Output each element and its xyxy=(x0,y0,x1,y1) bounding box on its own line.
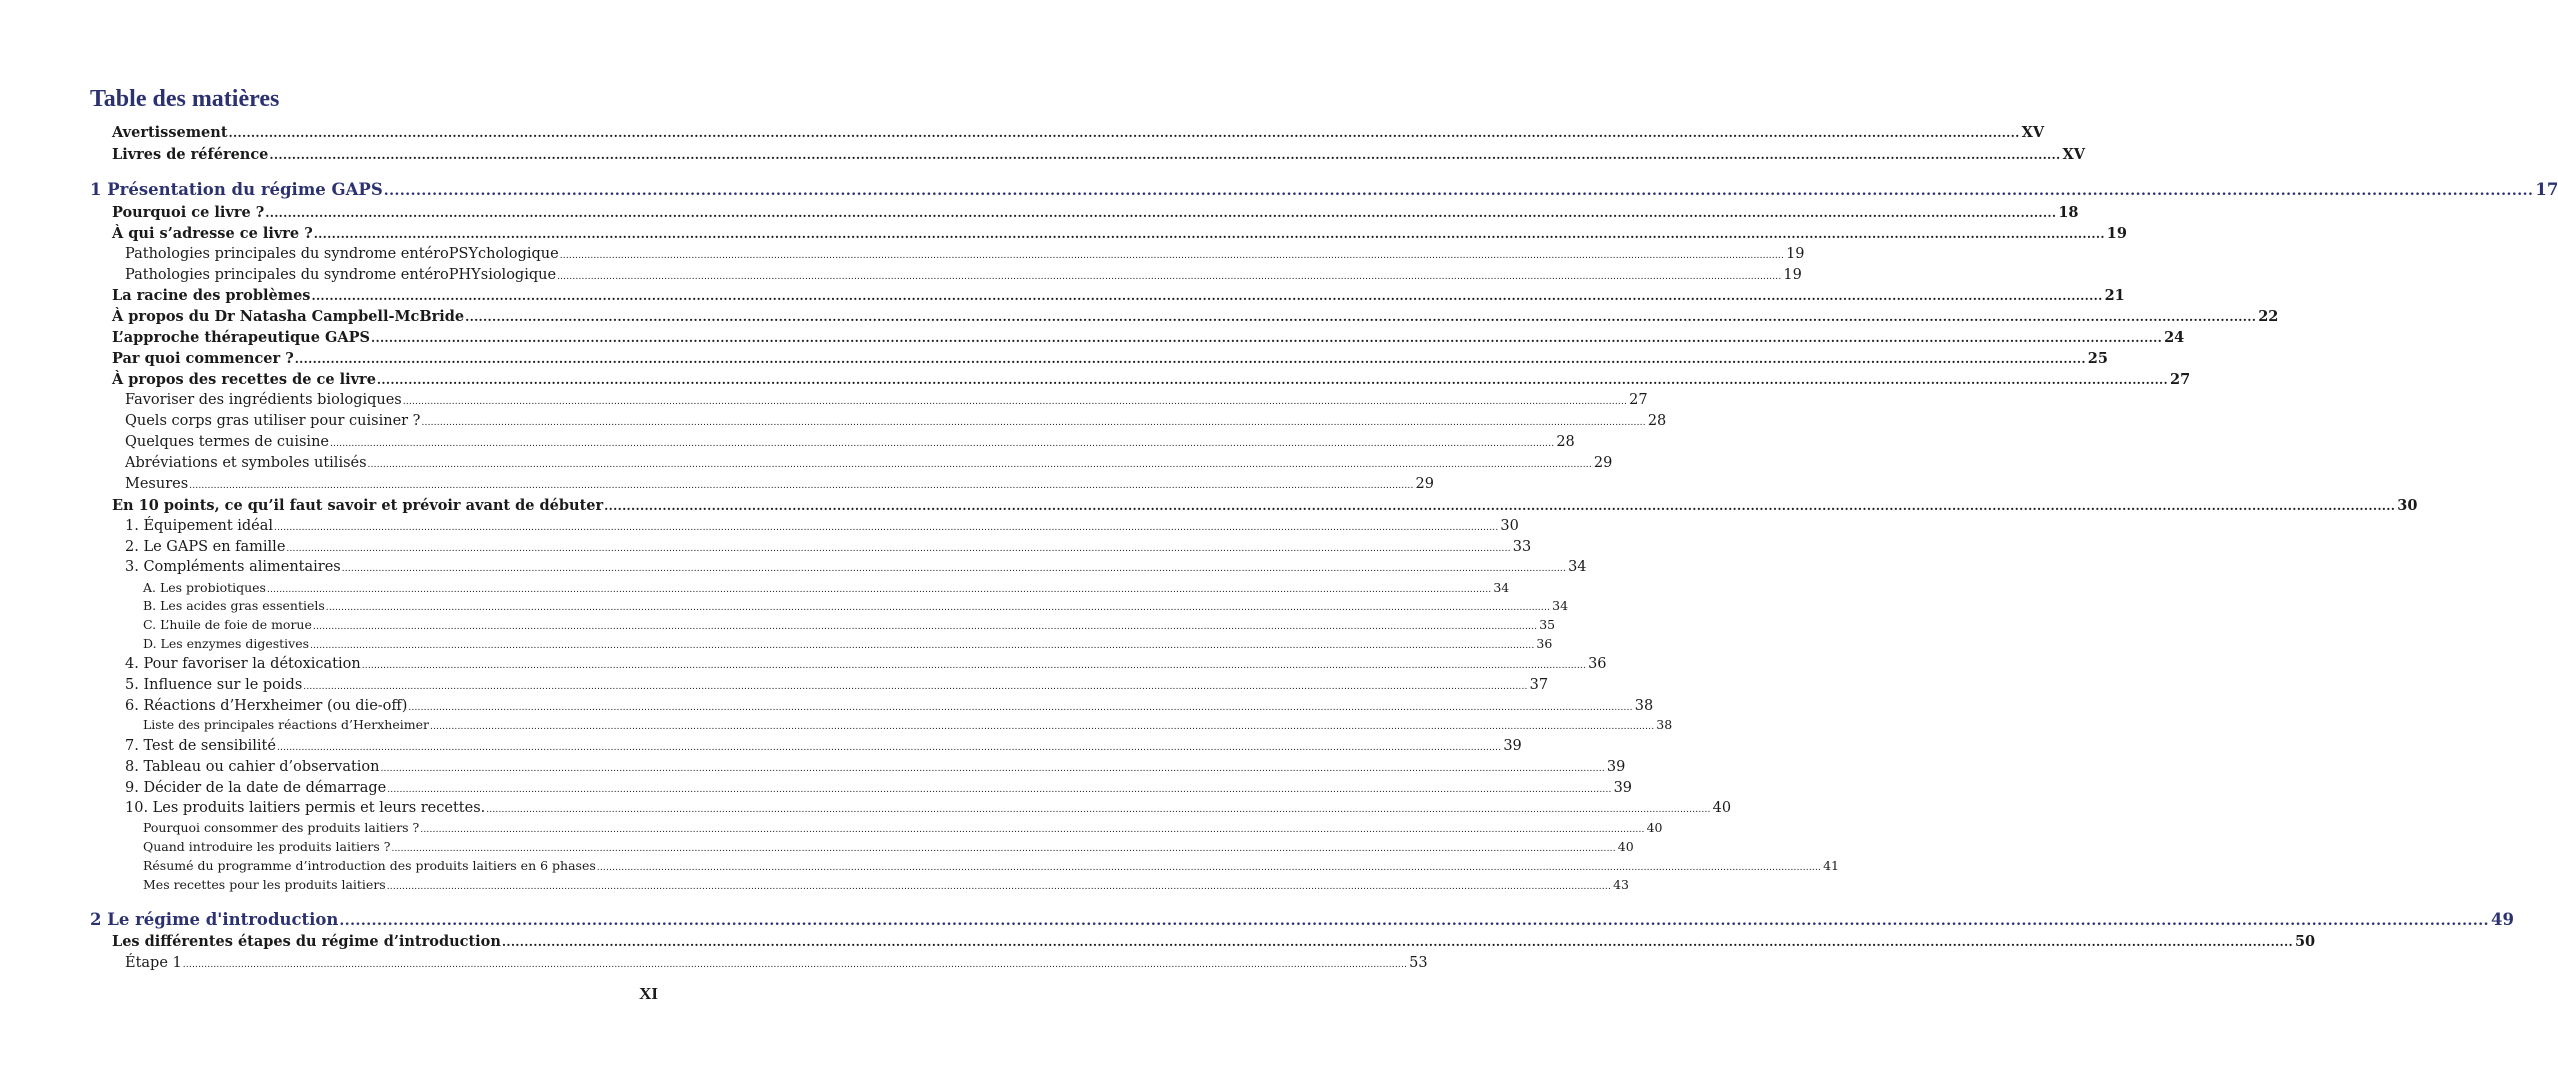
dot-leader: ................................................................................................................................................................................................................................................................................................................................................................................................................ xyxy=(383,183,2534,199)
toc-entry-label: 6. Réactions d’Herxheimer (ou die-off) xyxy=(125,698,408,714)
toc-entry-label: 1. Équipement idéal xyxy=(125,518,274,534)
page-title: Table des matières xyxy=(90,86,280,112)
dot-leader: ................................................................................................................................................................................................................................................................................................................................................................................................................ xyxy=(376,373,2169,387)
toc-subsection xyxy=(125,518,1519,534)
toc-entry-page: 17 xyxy=(2535,180,2558,199)
toc-subsection xyxy=(125,698,1654,714)
dot-leader: ................................................................................................................................................................................................................................................................................................................................................................................................................ xyxy=(391,844,1616,854)
toc-entry-page: 29 xyxy=(1415,476,1434,492)
dot-leader: ................................................................................................................................................................................................................................................................................................................................................................................................................ xyxy=(420,825,1645,835)
toc-entry-page: 18 xyxy=(2058,204,2079,221)
toc-subsection xyxy=(125,539,1532,555)
toc-entry-label: Quelques termes de cuisine xyxy=(125,434,329,450)
dot-leader: ................................................................................................................................................................................................................................................................................................................................................................................................................ xyxy=(312,622,1538,632)
dot-leader: ................................................................................................................................................................................................................................................................................................................................................................................................................ xyxy=(182,960,1408,970)
toc-entry-page: 37 xyxy=(1529,677,1549,693)
toc-subsection xyxy=(143,839,1634,854)
toc-entry-label: Par quoi commencer ? xyxy=(112,350,294,367)
toc-entry-label: A. Les probiotiques xyxy=(143,580,266,595)
toc-entry-label: En 10 points, ce qu’il faut savoir et prévoir avant de débuter xyxy=(112,497,604,514)
toc-section xyxy=(112,497,2418,514)
toc-entry-label: 7. Test de sensibilité xyxy=(125,738,276,754)
toc-entry-label: À qui s’adresse ce livre ? xyxy=(112,225,313,242)
toc-entry-label: C. L’huile de foie de morue xyxy=(143,617,312,632)
toc-entry-label: Mes recettes pour les produits laitiers xyxy=(143,877,386,892)
toc-entry-label: 4. Pour favoriser la détoxication xyxy=(125,656,361,672)
toc-entry-page: 29 xyxy=(1593,455,1613,471)
dot-leader: ................................................................................................................................................................................................................................................................................................................................................................................................................ xyxy=(501,935,2293,949)
dot-leader: ................................................................................................................................................................................................................................................................................................................................................................................................................ xyxy=(380,764,1605,774)
toc-entry-page: 30 xyxy=(2397,497,2418,514)
toc-entry-label: Les différentes étapes du régime d’introduction xyxy=(112,933,501,950)
toc-entry-page: 25 xyxy=(2087,350,2108,367)
toc-subsection xyxy=(125,559,1587,575)
toc-entry-page: 40 xyxy=(1646,820,1663,835)
toc-entry-label: Pathologies principales du syndrome entéroPHYsiologique xyxy=(125,267,557,283)
toc-subsection xyxy=(125,800,1732,816)
toc-entry-page: 40 xyxy=(1617,839,1634,854)
dot-leader: ................................................................................................................................................................................................................................................................................................................................................................................................................ xyxy=(339,913,2490,929)
toc-entry-label: Avertissement xyxy=(112,124,228,141)
toc-entry-label: Pourquoi consommer des produits laitiers ? xyxy=(143,820,420,835)
toc-entry-label: Quand introduire les produits laitiers ? xyxy=(143,839,391,854)
toc-entry-page: 50 xyxy=(2294,933,2316,950)
toc-entry-page: 41 xyxy=(1823,858,1840,873)
toc-subsection xyxy=(143,717,1673,732)
toc-subsection xyxy=(125,759,1626,775)
toc-entry-page: 22 xyxy=(2258,308,2279,325)
dot-leader: ................................................................................................................................................................................................................................................................................................................................................................................................................ xyxy=(310,641,1535,651)
dot-leader: ................................................................................................................................................................................................................................................................................................................................................................................................................ xyxy=(311,289,2103,303)
toc-entry-label: À propos des recettes de ce livre xyxy=(112,371,376,388)
toc-entry-page: 39 xyxy=(1503,738,1522,754)
dot-leader: ................................................................................................................................................................................................................................................................................................................................................................................................................ xyxy=(269,148,2061,162)
toc-entry-label: Favoriser des ingrédients biologiques xyxy=(125,392,402,408)
toc-chapter xyxy=(90,910,2514,929)
toc-entry-page: 40 xyxy=(1712,800,1732,816)
toc-entry-page: 27 xyxy=(1629,392,1648,408)
toc-entry-page: 39 xyxy=(1606,759,1626,775)
toc-chapter xyxy=(90,180,2558,199)
toc-entry-page: 21 xyxy=(2104,287,2125,304)
toc-section xyxy=(112,371,2191,388)
dot-leader: ................................................................................................................................................................................................................................................................................................................................................................................................................ xyxy=(604,499,2396,513)
toc-subsection xyxy=(143,580,1510,595)
toc-entry-page: 38 xyxy=(1656,717,1673,732)
toc-entry-label: Résumé du programme d’introduction des produits laitiers en 6 phases xyxy=(143,858,596,873)
toc-section xyxy=(112,350,2108,367)
dot-leader: ................................................................................................................................................................................................................................................................................................................................................................................................................ xyxy=(329,439,1555,449)
toc-subsection xyxy=(125,677,1549,693)
toc-entry-page: 19 xyxy=(1783,267,1802,283)
dot-leader: ................................................................................................................................................................................................................................................................................................................................................................................................................ xyxy=(559,251,1785,261)
toc-entry-label: 3. Compléments alimentaires xyxy=(125,559,341,575)
dot-leader: ................................................................................................................................................................................................................................................................................................................................................................................................................ xyxy=(429,722,1655,732)
toc-subsection xyxy=(125,392,1648,408)
toc-entry-page: 28 xyxy=(1556,434,1575,450)
toc-entry-label: 8. Tableau ou cahier d’observation xyxy=(125,759,380,775)
toc-entry-label: 10. Les produits laitiers permis et leurs recettes. xyxy=(125,800,486,816)
toc-subsection xyxy=(125,267,1802,283)
toc-subsection xyxy=(143,877,1629,892)
dot-leader: ................................................................................................................................................................................................................................................................................................................................................................................................................ xyxy=(402,397,1628,407)
dot-leader: ................................................................................................................................................................................................................................................................................................................................................................................................................ xyxy=(276,743,1502,753)
toc-entry-page: 34 xyxy=(1552,598,1569,613)
dot-leader: ................................................................................................................................................................................................................................................................................................................................................................................................................ xyxy=(408,703,1633,713)
toc-entry-label: Étape 1 xyxy=(125,955,182,971)
toc-entry-page: 49 xyxy=(2491,910,2514,929)
toc-subsection xyxy=(125,955,1428,971)
dot-leader: ................................................................................................................................................................................................................................................................................................................................................................................................................ xyxy=(303,682,1528,692)
toc-entry-label: 1 Présentation du régime GAPS xyxy=(90,180,383,199)
toc-section xyxy=(112,287,2125,304)
toc-subsection xyxy=(143,636,1553,651)
dot-leader: ................................................................................................................................................................................................................................................................................................................................................................................................................ xyxy=(189,481,1414,491)
dot-leader: ................................................................................................................................................................................................................................................................................................................................................................................................................ xyxy=(361,661,1587,671)
toc-subsection xyxy=(125,455,1613,471)
toc-entry-page: 53 xyxy=(1409,955,1428,971)
toc-entry-label: 5. Influence sur le poids xyxy=(125,677,303,693)
dot-leader: ................................................................................................................................................................................................................................................................................................................................................................................................................ xyxy=(465,310,2257,324)
toc-entry-page: 33 xyxy=(1512,539,1532,555)
toc-entry-label: 2 Le régime d'introduction xyxy=(90,910,339,929)
toc-subsection xyxy=(125,780,1633,796)
toc-entry-page: 38 xyxy=(1634,698,1654,714)
dot-leader: ................................................................................................................................................................................................................................................................................................................................................................................................................ xyxy=(596,863,1822,873)
dot-leader: ................................................................................................................................................................................................................................................................................................................................................................................................................ xyxy=(274,523,1499,533)
toc-entry-page: 34 xyxy=(1493,580,1510,595)
toc-section xyxy=(112,329,2185,346)
dot-leader: ................................................................................................................................................................................................................................................................................................................................................................................................................ xyxy=(370,331,2163,345)
toc-entry-label: B. Les acides gras essentiels xyxy=(143,598,325,613)
toc-subsection xyxy=(125,246,1805,262)
toc-subsection xyxy=(125,656,1607,672)
toc-entry-label: Livres de référence xyxy=(112,146,269,163)
dot-leader: ................................................................................................................................................................................................................................................................................................................................................................................................................ xyxy=(294,352,2086,366)
toc-subsection xyxy=(125,738,1522,754)
dot-leader: ................................................................................................................................................................................................................................................................................................................................................................................................................ xyxy=(313,227,2105,241)
toc-entry-page: 36 xyxy=(1588,656,1607,672)
toc-entry-page: 43 xyxy=(1613,877,1629,892)
toc-subsection xyxy=(143,820,1663,835)
dot-leader: ................................................................................................................................................................................................................................................................................................................................................................................................................ xyxy=(265,206,2057,220)
toc-entry-page: 35 xyxy=(1539,617,1556,632)
toc-entry-page: 28 xyxy=(1647,413,1667,429)
toc-entry-label: Abréviations et symboles utilisés xyxy=(125,455,367,471)
toc-entry-page: 30 xyxy=(1500,518,1519,534)
toc-subsection xyxy=(125,434,1575,450)
dot-leader: ................................................................................................................................................................................................................................................................................................................................................................................................................ xyxy=(266,585,1492,595)
dot-leader: ................................................................................................................................................................................................................................................................................................................................................................................................................ xyxy=(325,603,1551,613)
toc-entry-page: 27 xyxy=(2170,371,2191,388)
toc-entry-page: 34 xyxy=(1568,559,1587,575)
toc-entry-page: 36 xyxy=(1536,636,1553,651)
toc-subsection xyxy=(125,413,1667,429)
toc-entry-page: 19 xyxy=(1786,246,1805,262)
dot-leader: ................................................................................................................................................................................................................................................................................................................................................................................................................ xyxy=(341,564,1567,574)
page-number: XI xyxy=(639,984,658,1003)
toc-entry-label: Quels corps gras utiliser pour cuisiner ? xyxy=(125,413,421,429)
toc-entry-page: 24 xyxy=(2164,329,2185,346)
toc-subsection xyxy=(125,476,1434,492)
toc-subsection xyxy=(143,858,1840,873)
toc-entry-label: La racine des problèmes xyxy=(112,287,311,304)
toc-entry-label: Mesures xyxy=(125,476,189,492)
toc-entry-label: 9. Décider de la date de démarrage xyxy=(125,780,387,796)
toc-section xyxy=(112,225,2127,242)
toc-entry-label: Liste des principales réactions d’Herxheimer xyxy=(143,717,429,732)
toc-entry-page: 39 xyxy=(1613,780,1633,796)
toc-entry-label: D. Les enzymes digestives xyxy=(143,636,310,651)
toc-entry-page: 19 xyxy=(2106,225,2127,242)
toc-section xyxy=(112,933,2316,950)
toc-entry-page: XV xyxy=(2062,146,2086,163)
toc-section xyxy=(112,124,2045,141)
dot-leader: ................................................................................................................................................................................................................................................................................................................................................................................................................ xyxy=(387,785,1612,795)
dot-leader: ................................................................................................................................................................................................................................................................................................................................................................................................................ xyxy=(557,272,1782,282)
toc-entry-label: À propos du Dr Natasha Campbell-McBride xyxy=(112,308,465,325)
toc-entry-page: XV xyxy=(2021,124,2045,141)
dot-leader: ................................................................................................................................................................................................................................................................................................................................................................................................................ xyxy=(286,544,1511,554)
toc-entry-label: L’approche thérapeutique GAPS xyxy=(112,329,370,346)
dot-leader: ................................................................................................................................................................................................................................................................................................................................................................................................................ xyxy=(367,460,1592,470)
toc-entry-label: Pathologies principales du syndrome entéroPSYchologique xyxy=(125,246,559,262)
toc-section xyxy=(112,308,2279,325)
dot-leader: ................................................................................................................................................................................................................................................................................................................................................................................................................ xyxy=(421,418,1646,428)
dot-leader: ................................................................................................................................................................................................................................................................................................................................................................................................................ xyxy=(228,126,2020,140)
toc-section xyxy=(112,146,2086,163)
dot-leader: ................................................................................................................................................................................................................................................................................................................................................................................................................ xyxy=(486,805,1711,815)
toc-subsection xyxy=(143,598,1569,613)
toc-entry-label: 2. Le GAPS en famille xyxy=(125,539,286,555)
toc-section xyxy=(112,204,2079,221)
dot-leader: ................................................................................................................................................................................................................................................................................................................................................................................................................ xyxy=(386,882,1612,892)
toc-entry-label: Pourquoi ce livre ? xyxy=(112,204,265,221)
toc-subsection xyxy=(143,617,1556,632)
